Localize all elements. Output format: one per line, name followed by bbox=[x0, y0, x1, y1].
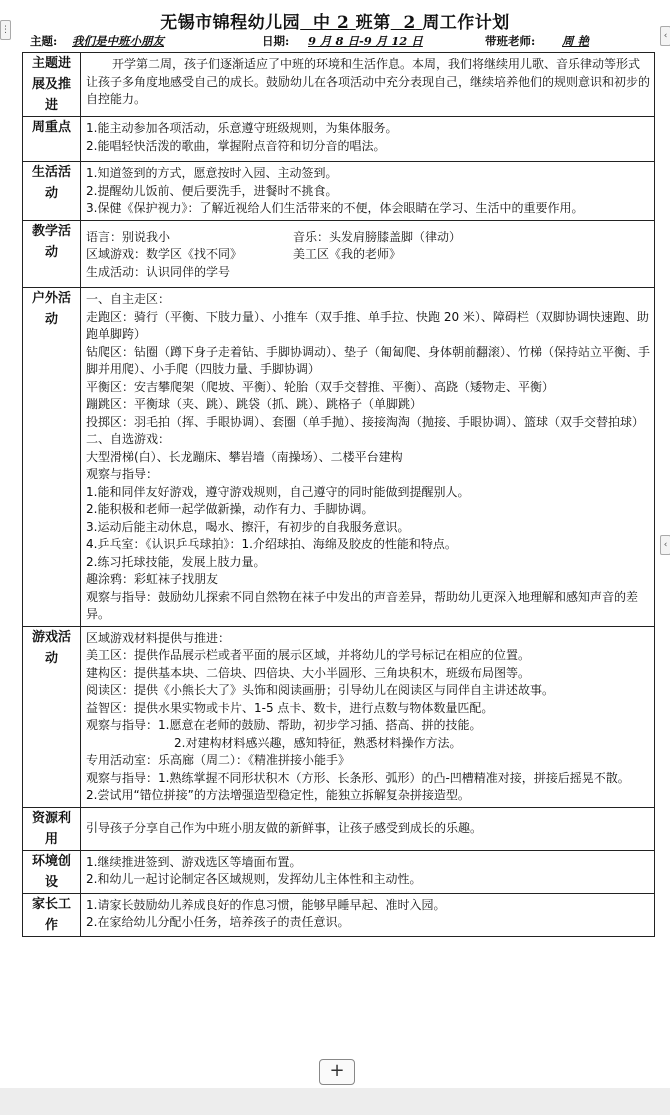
text-line: 钻爬区：钻圈（蹲下身子走着钻、手脚协调动）、垫子（匍匐爬、身体朝前翻滚）、竹梯（保持站立平衡、手脚并用爬）、小手爬（四肢力量、手脚协调） bbox=[86, 344, 651, 376]
title-end: 周工作计划 bbox=[422, 13, 510, 33]
row-label: 游戏活动 bbox=[23, 626, 81, 807]
text-line: 2.练习托球技能，发展上肢力量。 bbox=[86, 554, 266, 569]
left-drag-handle[interactable]: ⋮ bbox=[0, 20, 11, 40]
text-line: 4.乒乓室：《认识乒乓球拍》：1.介绍球拍、海绵及胶皮的性能和特点。 bbox=[86, 537, 457, 551]
teacher-value: 周 艳 bbox=[562, 34, 590, 48]
teaching-generate: 生成活动：认识同伴的学号 bbox=[86, 264, 231, 279]
text-line: 蹦跳区：平衡球（夹、跳）、跳袋（抓、跳）、跳格子（单脚跳） bbox=[86, 397, 423, 411]
text-line: 投掷区：羽毛拍（挥、手眼协调）、套圈（单手抛）、接接淘淘（抛接、手眼协调）、篮球（双手交替拍球） bbox=[86, 414, 645, 429]
teaching-area-game: 区域游戏：数学区《找不同》 bbox=[86, 247, 243, 261]
row-content[interactable] bbox=[81, 288, 655, 627]
text-line: 阅读区：提供《小熊长大了》头饰和阅读画册；引导幼儿在阅读区与同伴自主讲述故事。 bbox=[86, 683, 555, 697]
progress-text: 开学第二周，孩子们逐渐适应了中班的环境和生活作息。本周，我们将继续用儿歌、音乐律动等形式让孩子多角度地感受自己的成长。鼓励幼儿在各项活动中充分表现自己，继续培养他们的规则意识和初步的自控能力。 bbox=[86, 57, 651, 106]
text-line: 3.运动后能主动休息，喝水、擦汗，有初步的自我服务意识。 bbox=[86, 519, 410, 534]
title-mid: 班第 bbox=[355, 13, 391, 33]
date-label: 日期: bbox=[262, 34, 290, 48]
row-content[interactable] bbox=[81, 893, 655, 936]
text-line: 2.在家给幼儿分配小任务，培养孩子的责任意识。 bbox=[86, 915, 350, 929]
text-line: 建构区：提供基本块、二倍块、四倍块、大小半圆形、三角块积木，班级布局图等。 bbox=[86, 665, 531, 680]
text-line: 平衡区：安吉攀爬架（爬坡、平衡）、轮胎（双手交替推、平衡）、高跷（矮物走、平衡） bbox=[86, 379, 555, 394]
theme-label: 主题: bbox=[30, 34, 58, 48]
text-line: 区域游戏材料提供与推进： bbox=[86, 630, 231, 645]
text-line: 2.尝试用“错位拼接”的方法增强造型稳定性，能独立拆解复杂拼接造型。 bbox=[86, 788, 470, 802]
title-week: 2 bbox=[403, 13, 416, 33]
text-line: 2.和幼儿一起讨论制定各区域规则，发挥幼儿主体性和主动性。 bbox=[86, 872, 422, 886]
text-line: 2.提醒幼儿饭前、便后要洗手，进餐时不挑食。 bbox=[86, 183, 338, 198]
date-value: 9 月 8 日-9 月 12 日 bbox=[308, 34, 423, 48]
teaching-music: 音乐：头发肩膀膝盖脚（律动） bbox=[293, 229, 462, 244]
row-outdoor bbox=[23, 288, 655, 627]
text-line: 益智区：提供水果实物或卡片、1-5 点卡、数卡，进行点数与物体数量匹配。 bbox=[86, 700, 494, 715]
teacher-label: 带班老师: bbox=[485, 34, 536, 48]
bottom-bar bbox=[0, 1088, 670, 1115]
row-content[interactable] bbox=[81, 626, 655, 807]
row-content[interactable] bbox=[81, 220, 655, 288]
row-parent bbox=[23, 893, 655, 936]
text-line: 2.对建构材料感兴趣，感知特征，熟悉材料操作方法。 bbox=[174, 735, 462, 750]
weekly-plan-table bbox=[22, 52, 655, 937]
text-line: 1.继续推进签到、游戏选区等墙面布置。 bbox=[86, 854, 302, 869]
row-progress bbox=[23, 53, 655, 117]
text-line: 2.能积极和老师一起学做新操，动作有力、手脚协调。 bbox=[86, 502, 374, 516]
row-label: 主题进展及推进 bbox=[23, 53, 81, 117]
row-game bbox=[23, 626, 655, 807]
title-school: 无锡市锦程幼儿园 bbox=[160, 13, 301, 33]
text-line: 观察与指导：1.熟练掌握不同形状积木（方形、长条形、弧形）的凸-凹槽精准对接，拼接后摇晃不散。 bbox=[86, 770, 630, 785]
row-label: 周重点 bbox=[23, 117, 81, 162]
text-line: 1.请家长鼓励幼儿养成良好的作息习惯，能够早睡早起、准时入园。 bbox=[86, 897, 446, 912]
row-content[interactable] bbox=[81, 850, 655, 893]
text-line: 大型滑梯(白）、长龙蹦床、攀岩墙（南操场）、二楼平台建构 bbox=[86, 449, 403, 464]
text-line: 1.能主动参加各项活动，乐意遵守班级规则，为集体服务。 bbox=[86, 121, 398, 135]
row-label: 生活活动 bbox=[23, 162, 81, 221]
meta-line bbox=[30, 33, 650, 49]
text-line: 观察与指导： bbox=[86, 467, 159, 481]
row-resource bbox=[23, 807, 655, 850]
teaching-lang: 语言：别说我小 bbox=[86, 229, 171, 244]
row-content[interactable] bbox=[81, 53, 655, 117]
text-line: 专用活动室：乐高廊（周二）：《精准拼接小能手》 bbox=[86, 753, 351, 767]
text-line: 3.保健《保护视力》：了解近视给人们生活带来的不便，体会眼睛在学习、生活中的重要作用。 bbox=[86, 201, 584, 215]
text-line: 美工区：提供作品展示栏或者平面的展示区域，并将幼儿的学号标记在相应的位置。 bbox=[86, 648, 531, 662]
text-line: 观察与指导：1.愿意在老师的鼓励、帮助，初步学习插、搭高、拼的技能。 bbox=[86, 718, 482, 732]
add-row-button[interactable]: + bbox=[319, 1059, 355, 1085]
row-label: 户外活动 bbox=[23, 288, 81, 627]
row-life bbox=[23, 162, 655, 221]
right-edge-handle[interactable]: ‹ bbox=[660, 26, 670, 46]
title-class: 中 2 bbox=[313, 13, 350, 33]
text-line: 1.能和同伴友好游戏，遵守游戏规则，自己遵守的同时能做到提醒别人。 bbox=[86, 484, 470, 499]
resource-text: 引导孩子分享自己作为中班小朋友做的新鲜事，让孩子感受到成长的乐趣。 bbox=[86, 821, 483, 836]
row-content[interactable] bbox=[81, 162, 655, 221]
text-line: 走跑区：骑行（平衡、下肢力量）、小推车（双手推、单手拉、快跑 20 米）、障碍栏（双脚协调快速跑、助跑单脚跨） bbox=[86, 309, 649, 341]
row-label: 家长工作 bbox=[23, 893, 81, 936]
text-line: 2.能唱轻快活泼的歌曲，掌握附点音符和切分音的唱法。 bbox=[86, 138, 386, 153]
theme-value: 我们是中班小朋友 bbox=[72, 34, 164, 48]
row-content[interactable] bbox=[81, 807, 655, 850]
page-title bbox=[0, 8, 670, 33]
text-line: 观察与指导：鼓励幼儿探索不同自然物在袜子中发出的声音差异，帮助幼儿更深入地理解和感知声音的差异。 bbox=[86, 589, 639, 621]
teaching-art: 美工区《我的老师》 bbox=[293, 247, 402, 261]
row-teaching bbox=[23, 220, 655, 288]
text-line: 二、自选游戏： bbox=[86, 432, 171, 446]
row-label: 资源利用 bbox=[23, 807, 81, 850]
row-label: 教学活动 bbox=[23, 220, 81, 288]
row-focus bbox=[23, 117, 655, 162]
row-content[interactable] bbox=[81, 117, 655, 162]
row-env bbox=[23, 850, 655, 893]
text-line: 一、自主走区： bbox=[86, 292, 171, 306]
right-edge-handle-middle[interactable]: ‹ bbox=[660, 535, 670, 555]
row-label: 环境创设 bbox=[23, 850, 81, 893]
text-line: 趣涂鸦：彩虹袜子找朋友 bbox=[86, 572, 219, 586]
text-line: 1.知道签到的方式，愿意按时入园、主动签到。 bbox=[86, 166, 338, 180]
